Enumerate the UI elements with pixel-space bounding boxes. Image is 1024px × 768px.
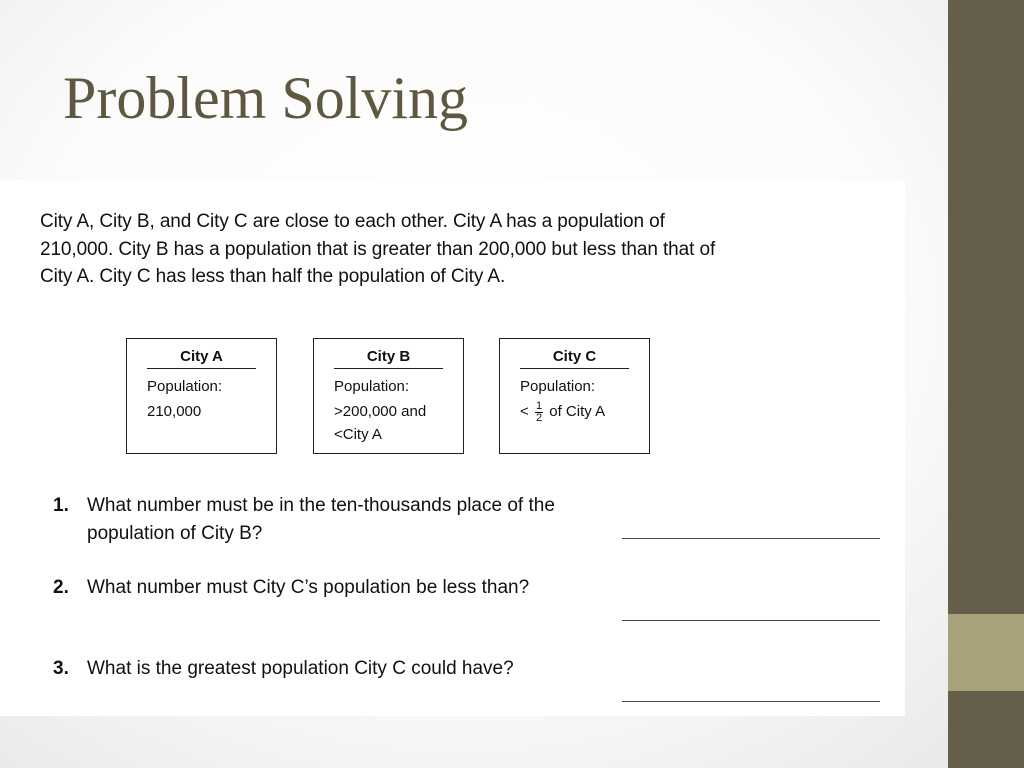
- answer-line-1: [622, 538, 880, 539]
- worksheet-image: [0, 180, 905, 716]
- answer-line-2: [622, 620, 880, 621]
- question-2-number: 2.: [53, 577, 69, 598]
- problem-intro: City A, City B, and City C are close to each other. City A has a population of 210,000. City B has a population that is greater than 200,000 but less than that of City A. City C has less than half the population of City A.: [40, 211, 716, 287]
- city-b-population-line2: <City A: [334, 426, 382, 443]
- city-c-name: City C: [520, 347, 629, 369]
- city-b-name: City B: [334, 347, 443, 369]
- city-b-population-label: Population:: [334, 378, 410, 395]
- answer-line-3: [622, 701, 880, 702]
- city-c-population-suffix: of City A: [549, 403, 606, 420]
- city-c-population-label: Population:: [520, 378, 596, 395]
- slide-title: Problem Solving: [63, 65, 469, 131]
- question-1-text: What number must be in the ten-thousands place of the population of City B?: [87, 495, 555, 544]
- less-than-symbol: <: [520, 403, 529, 420]
- city-b-population-value: [334, 400, 459, 446]
- question-2-text: What number must City C’s population be less than?: [87, 577, 530, 598]
- city-a-box: [126, 338, 277, 454]
- city-b-population-line1: >200,000 and: [334, 403, 427, 420]
- fraction-numerator: 1: [535, 399, 543, 412]
- city-a-population-label: Population:: [147, 378, 223, 395]
- question-3-text: What is the greatest population City C could have?: [87, 658, 514, 679]
- fraction-denominator: 2: [535, 411, 543, 424]
- city-c-box: [499, 338, 650, 454]
- one-half-fraction: [535, 401, 543, 424]
- city-a-population-value: 210,000: [147, 403, 202, 420]
- question-3-number: 3.: [53, 658, 69, 679]
- city-c-population-value: [520, 400, 645, 424]
- city-a-name: City A: [147, 347, 256, 369]
- sidebar-decoration: [948, 0, 1024, 768]
- sidebar-accent-block: [948, 614, 1024, 691]
- city-b-box: [313, 338, 464, 454]
- question-1-number: 1.: [53, 495, 69, 516]
